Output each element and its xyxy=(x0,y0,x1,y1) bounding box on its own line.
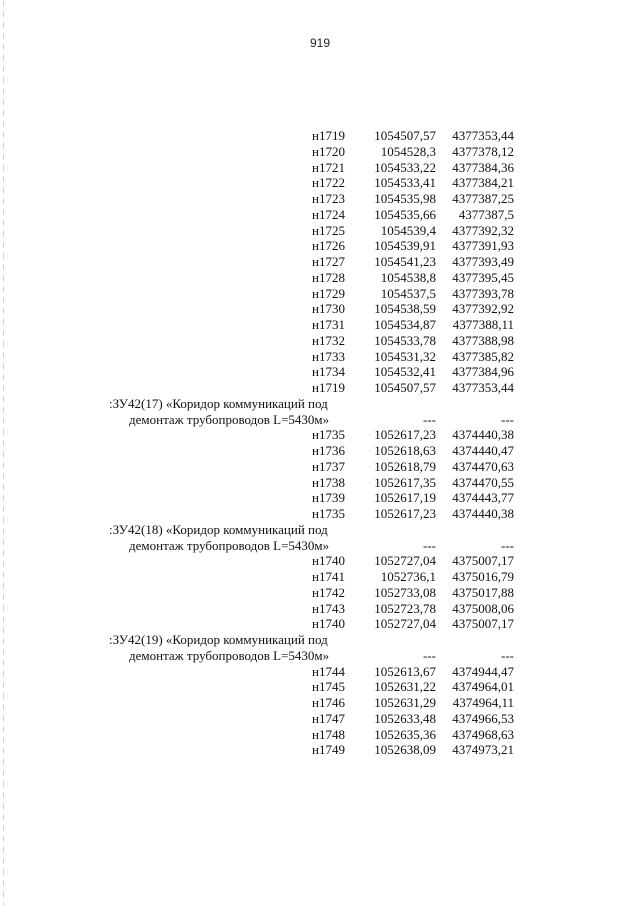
point-id: н1735 xyxy=(312,427,345,443)
point-id: н1745 xyxy=(312,679,345,695)
point-id: н1719 xyxy=(312,128,345,143)
section-heading xyxy=(0,396,640,412)
point-id: н1723 xyxy=(312,191,345,206)
section-heading-continued xyxy=(0,538,640,554)
x-coordinate: 1052618,79 xyxy=(374,458,436,474)
table-row xyxy=(0,506,640,522)
y-coordinate: 4377353,44 xyxy=(452,380,514,395)
point-id: н1736 xyxy=(312,443,345,458)
point-id: н1722 xyxy=(312,175,345,191)
table-row xyxy=(0,679,640,695)
x-coordinate: 1052736,1 xyxy=(380,569,436,584)
y-coordinate: 4374973,21 xyxy=(452,742,514,758)
y-coordinate: 4377385,82 xyxy=(452,348,514,364)
point-id: н1731 xyxy=(312,317,345,332)
point-id: н1724 xyxy=(312,206,345,222)
table-row xyxy=(0,490,640,506)
section-heading xyxy=(0,632,640,648)
point-id: н1740 xyxy=(312,616,345,632)
point-id: н1747 xyxy=(312,710,345,726)
point-id: н1749 xyxy=(312,742,345,758)
table-row xyxy=(0,207,640,223)
point-id: н1721 xyxy=(312,159,345,175)
point-id: н1737 xyxy=(312,458,345,474)
y-coordinate: 4374964,11 xyxy=(452,695,514,710)
point-id: н1728 xyxy=(312,269,345,285)
point-id: н1740 xyxy=(312,553,345,569)
y-placeholder: --- xyxy=(501,537,514,553)
y-coordinate: 4374470,55 xyxy=(452,474,514,490)
point-id: н1726 xyxy=(312,238,345,254)
y-coordinate: 4377395,45 xyxy=(452,269,514,285)
y-coordinate: 4375016,79 xyxy=(452,569,514,584)
y-coordinate: 4375017,88 xyxy=(452,584,514,600)
y-coordinate: 4377391,93 xyxy=(452,238,514,254)
x-coordinate: 1052613,67 xyxy=(374,663,436,679)
table-row xyxy=(0,238,640,254)
y-coordinate: 4374968,63 xyxy=(452,726,514,742)
table-row xyxy=(0,585,640,601)
x-coordinate: 1054533,22 xyxy=(374,159,436,175)
table-row xyxy=(0,742,640,758)
y-coordinate: 4377378,12 xyxy=(452,143,514,159)
table-row xyxy=(0,191,640,207)
table-row xyxy=(0,616,640,632)
section-title: :ЗУ42(17) «Коридор коммуникаций под xyxy=(109,395,328,411)
x-coordinate: 1052633,48 xyxy=(374,710,436,726)
y-coordinate: 4374944,47 xyxy=(452,663,514,679)
x-coordinate: 1052727,04 xyxy=(374,553,436,569)
table-row xyxy=(0,601,640,617)
x-coordinate: 1052618,63 xyxy=(374,443,436,458)
table-row xyxy=(0,380,640,396)
x-coordinate: 1052617,19 xyxy=(374,490,436,506)
y-coordinate: 4375008,06 xyxy=(452,600,514,616)
x-coordinate: 1054507,57 xyxy=(374,128,436,143)
y-coordinate: 4377387,25 xyxy=(452,191,514,206)
table-row xyxy=(0,569,640,585)
table-row xyxy=(0,301,640,317)
x-coordinate: 1054534,87 xyxy=(374,317,436,332)
point-id: н1719 xyxy=(312,380,345,395)
point-id: н1730 xyxy=(312,301,345,317)
y-coordinate: 4377392,92 xyxy=(452,301,514,317)
point-id: н1741 xyxy=(312,569,345,584)
y-coordinate: 4374966,53 xyxy=(452,710,514,726)
x-coordinate: 1054533,41 xyxy=(374,175,436,191)
y-coordinate: 4377388,98 xyxy=(452,332,514,348)
y-coordinate: 4375007,17 xyxy=(452,553,514,569)
y-coordinate: 4377388,11 xyxy=(452,317,514,332)
y-coordinate: 4377384,96 xyxy=(452,364,514,380)
y-coordinate: 4377387,5 xyxy=(458,206,514,222)
x-placeholder: --- xyxy=(423,411,436,427)
x-coordinate: 1054528,3 xyxy=(380,143,436,159)
x-coordinate: 1054507,57 xyxy=(374,380,436,395)
y-coordinate: 4374470,63 xyxy=(452,458,514,474)
table-row xyxy=(0,475,640,491)
table-row xyxy=(0,128,640,144)
x-coordinate: 1054539,91 xyxy=(374,238,436,254)
x-coordinate: 1054535,66 xyxy=(374,206,436,222)
point-id: н1720 xyxy=(312,143,345,159)
y-coordinate: 4377353,44 xyxy=(452,128,514,143)
x-coordinate: 1054541,23 xyxy=(374,254,436,269)
point-id: н1739 xyxy=(312,490,345,506)
table-row xyxy=(0,333,640,349)
x-coordinate: 1052631,29 xyxy=(374,695,436,710)
point-id: н1738 xyxy=(312,474,345,490)
x-coordinate: 1052638,09 xyxy=(374,742,436,758)
point-id: н1729 xyxy=(312,285,345,301)
y-coordinate: 4377384,21 xyxy=(452,175,514,191)
y-coordinate: 4374964,01 xyxy=(452,679,514,695)
table-row xyxy=(0,349,640,365)
table-row xyxy=(0,160,640,176)
table-row xyxy=(0,223,640,239)
x-coordinate: 1054533,78 xyxy=(374,332,436,348)
table-row xyxy=(0,459,640,475)
y-coordinate: 4377392,32 xyxy=(452,222,514,238)
table-row xyxy=(0,443,640,459)
x-coordinate: 1054535,98 xyxy=(374,191,436,206)
x-coordinate: 1054538,8 xyxy=(380,269,436,285)
point-id: н1733 xyxy=(312,348,345,364)
table-row xyxy=(0,254,640,270)
page-number: 919 xyxy=(309,36,331,50)
x-coordinate: 1054539,4 xyxy=(380,222,436,238)
y-coordinate: 4374443,77 xyxy=(452,490,514,506)
point-id: н1748 xyxy=(312,726,345,742)
y-coordinate: 4374440,38 xyxy=(452,427,514,443)
y-placeholder: --- xyxy=(501,647,514,663)
y-coordinate: 4377393,78 xyxy=(452,285,514,301)
x-coordinate: 1052617,23 xyxy=(374,427,436,443)
table-row xyxy=(0,286,640,302)
point-id: н1746 xyxy=(312,695,345,710)
x-coordinate: 1054531,32 xyxy=(374,348,436,364)
point-id: н1735 xyxy=(312,506,345,521)
section-title-continued: демонтаж трубопроводов L=5430м» xyxy=(129,647,330,663)
x-coordinate: 1052631,22 xyxy=(374,679,436,695)
table-row xyxy=(0,270,640,286)
table-row xyxy=(0,175,640,191)
point-id: н1732 xyxy=(312,332,345,348)
x-placeholder: --- xyxy=(423,537,436,553)
table-row xyxy=(0,553,640,569)
point-id: н1727 xyxy=(312,254,345,269)
y-coordinate: 4374440,47 xyxy=(452,443,514,458)
table-row xyxy=(0,664,640,680)
table-row xyxy=(0,711,640,727)
x-coordinate: 1054538,59 xyxy=(374,301,436,317)
point-id: н1743 xyxy=(312,600,345,616)
section-title-continued: демонтаж трубопроводов L=5430м» xyxy=(129,537,330,553)
section-heading-continued xyxy=(0,648,640,664)
point-id: н1725 xyxy=(312,222,345,238)
table-row xyxy=(0,144,640,160)
x-coordinate: 1052617,35 xyxy=(374,474,436,490)
table-row xyxy=(0,317,640,333)
section-title: :ЗУ42(19) «Коридор коммуникаций под xyxy=(109,632,328,647)
y-coordinate: 4374440,38 xyxy=(452,506,514,521)
point-id: н1742 xyxy=(312,584,345,600)
y-placeholder: --- xyxy=(501,411,514,427)
table-row xyxy=(0,695,640,711)
x-coordinate: 1054537,5 xyxy=(380,285,436,301)
point-id: н1744 xyxy=(312,663,345,679)
x-coordinate: 1052723,78 xyxy=(374,600,436,616)
table-row xyxy=(0,364,640,380)
section-heading xyxy=(0,522,640,538)
coordinates-table xyxy=(0,128,640,758)
x-coordinate: 1052727,04 xyxy=(374,616,436,632)
point-id: н1734 xyxy=(312,364,345,380)
section-title-continued: демонтаж трубопроводов L=5430м» xyxy=(129,411,330,427)
table-row xyxy=(0,727,640,743)
x-coordinate: 1054532,41 xyxy=(374,364,436,380)
x-placeholder: --- xyxy=(423,647,436,663)
x-coordinate: 1052617,23 xyxy=(374,506,436,521)
y-coordinate: 4375007,17 xyxy=(452,616,514,632)
section-heading-continued xyxy=(0,412,640,428)
y-coordinate: 4377393,49 xyxy=(452,254,514,269)
section-title: :ЗУ42(18) «Коридор коммуникаций под xyxy=(109,521,328,537)
table-row xyxy=(0,427,640,443)
x-coordinate: 1052635,36 xyxy=(374,726,436,742)
x-coordinate: 1052733,08 xyxy=(374,584,436,600)
y-coordinate: 4377384,36 xyxy=(452,159,514,175)
